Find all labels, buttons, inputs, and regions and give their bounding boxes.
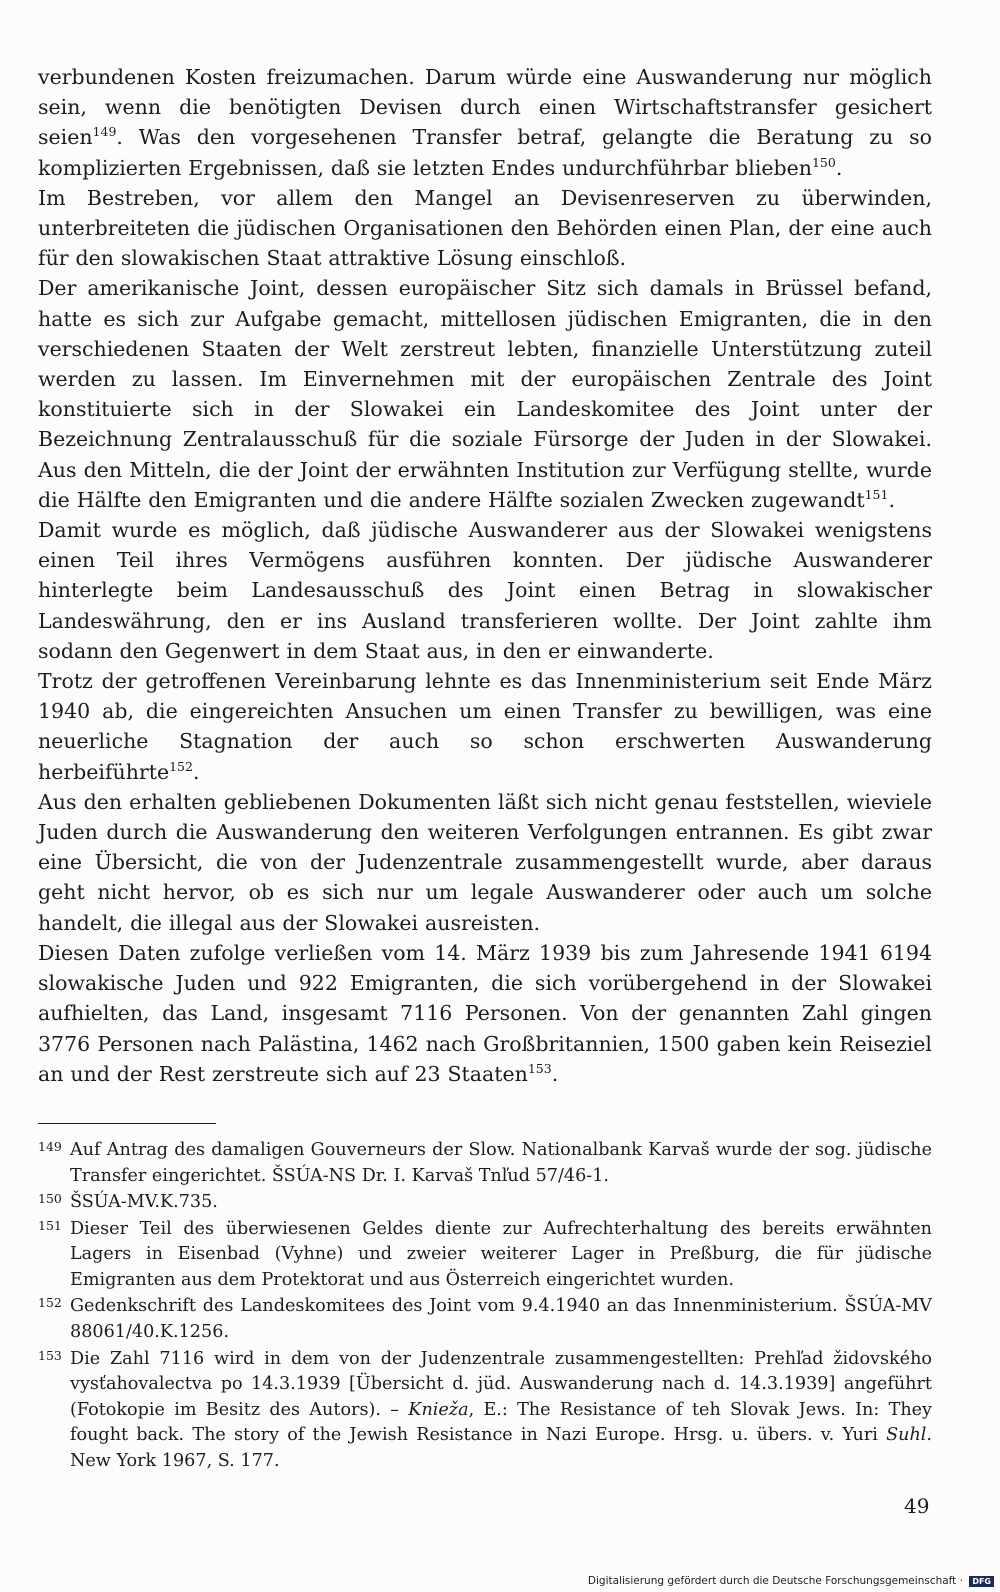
credit-text: Digitalisierung gefördert durch die Deutsche Forschungsgemeinschaft · <box>587 1575 963 1587</box>
text-run: Dieser Teil des überwiesenen Geldes diente zur Aufrechterhaltung des bereits erwähnten Lagers in Eisenbad (Vyhne) und zweier weiterer Lager in Preßburg, die für jüdische Emigranten aus dem Protektorat und aus Österreich eingerichtet wurden. <box>70 1218 932 1290</box>
text-run: Aus den erhalten gebliebenen Dokumenten läßt sich nicht genau feststellen, wieviele Juden durch die Auswanderung den weiteren Verfolgungen entrannen. Es gibt zwar eine Übersicht, die von der Judenzentrale zusammengestellt wurde, aber daraus geht nicht hervor, ob es sich nur um legale Auswanderer oder auch um solche handelt, die illegal aus der Slowakei ausreisten. <box>38 789 932 935</box>
text-run: Der amerikanische Joint, dessen europäischer Sitz sich damals in Brüssel befand, hatte es sich zur Aufgabe gemacht, mittellosen jüdischen Emigranten, die in den verschiedenen Staaten der Welt zerstreut lebten, finanzielle Unterstützung zuteil werden zu lassen. Im Einvernehmen mit der europäischen Zentrale des Joint konstituierte sich in der Slowakei ein Landeskomitee des Joint unter der Bezeichnung Zentralausschuß für die soziale Fürsorge der Juden in der Slowakei. Aus den Mitteln, die der Joint der erwähnten Institution zur Verfügung stellte, wurde die Hälfte den Emigranten und die andere Hälfte sozialen Zwecken zugewandt <box>38 276 932 512</box>
text-run: ŠSÚA-MV.K.735. <box>70 1192 218 1213</box>
text-run: . <box>551 1061 559 1086</box>
footnote-text <box>70 1219 932 1290</box>
italic-text: Suhl. <box>886 1425 932 1446</box>
paragraph <box>38 787 932 938</box>
page-number: 49 <box>904 1494 930 1518</box>
text-run: Diesen Daten zufolge verließen vom 14. März 1939 bis zum Jahresende 1941 6194 slowakische Juden und 922 Emigranten, die sich vorübergehend in der Slowakei aufhielten, das Land, insgesamt 7116 Personen. Von der genannten Zahl gingen 3776 Personen nach Palästina, 1462 nach Großbritannien, 1500 gaben kein Reiseziel an und der Rest zerstreute sich auf 23 Staaten <box>38 940 932 1086</box>
footnotes <box>38 1138 932 1475</box>
footnote <box>38 1294 932 1345</box>
text-run: . <box>192 759 200 784</box>
footnote-text <box>70 1296 932 1342</box>
dfg-logo: DFG <box>969 1576 994 1587</box>
paragraph <box>38 938 932 1089</box>
text-run: New York 1967, S. 177. <box>70 1451 280 1472</box>
footnote-reference: 153 <box>527 1060 552 1076</box>
text-run: Auf Antrag des damaligen Gouverneurs der Slow. Nationalbank Karvaš wurde der sog. jüdische Transfer eingerichtet. ŠSÚA-NS Dr. I. Karvaš Tnľud 57/46-1. <box>70 1139 932 1186</box>
main-text <box>38 62 932 1089</box>
text-run: . Was den vorgesehenen Transfer betraf, gelangte die Beratung zu so komplizierten Ergebnissen, daß sie letzten Endes undurchführbar blieben <box>38 125 932 180</box>
footnote <box>38 1190 932 1216</box>
footnote-reference: 152 <box>169 758 193 774</box>
text-run: . <box>835 155 843 180</box>
paragraph <box>38 666 932 787</box>
paragraph <box>38 62 932 183</box>
footnote-text <box>70 1192 218 1212</box>
footnote-number: 151 <box>38 1217 62 1233</box>
text-run: . <box>888 487 895 512</box>
footnote-reference: 149 <box>92 124 117 140</box>
footnote-rule <box>38 1123 216 1124</box>
text-run: Damit wurde es möglich, daß jüdische Auswanderer aus der Slowakei wenigstens einen Teil ihres Vermögens ausführen konnten. Der jüdische Auswanderer hinterlegte beim Landesausschuß des Joint einen Betrag in slowakischer Landeswährung, den er ins Ausland transferieren wollte. Der Joint zahlte ihm sodann den Gegenwert in dem Staat aus, in den er einwanderte. <box>38 518 932 663</box>
footnote-text <box>70 1349 932 1471</box>
footnote-reference: 150 <box>811 154 836 170</box>
footnote-number: 149 <box>38 1138 62 1154</box>
footnote <box>38 1347 932 1475</box>
paragraph <box>38 515 932 666</box>
text-run: Trotz der getroffenen Vereinbarung lehnte es das Innenministerium seit Ende März 1940 ab, die eingereichten Ansuchen um einen Transfer zu bewilligen, was eine neuerliche Stagnation der auch so schon erschwerten Auswanderung herbeiführte <box>38 669 932 784</box>
paragraph <box>38 183 932 274</box>
text-run: Gedenkschrift des Landeskomitees des Joint vom 9.4.1940 an das Innenministerium. ŠSÚA-MV 88061/40.K.1256. <box>70 1296 932 1343</box>
text-run: Die Zahl 7116 wird in dem von der Judenzentrale zusammengestellten: Prehľad židovského vysťahovalectva po 14.3.1939 [Übersicht d. jüd. Auswanderung nach d. 14.3.1939] angeführt (Fotokopie im Besitz des Autors). – <box>70 1348 932 1420</box>
footnote-number: 150 <box>38 1191 62 1207</box>
text-run: verbundenen Kosten freizumachen. Darum würde eine Auswanderung nur möglich sein, wenn die benötigten Devisen durch einen Wirtschaftstransfer gesichert seien <box>38 65 932 150</box>
digitization-credit <box>588 1575 994 1587</box>
text-run: , E.: The Resistance of teh Slovak Jews. In: They fought back. The story of the Jewish Resistance in Nazi Europe. Hrsg. u. übers. v. Yuri <box>70 1399 932 1446</box>
footnote-number: 152 <box>38 1295 62 1311</box>
footnote-number: 153 <box>38 1347 62 1363</box>
footnote-reference: 151 <box>864 487 889 503</box>
text-run: Im Bestreben, vor allem den Mangel an Devisenreserven zu überwinden, unterbreiteten die jüdischen Organisationen den Behörden einen Plan, der eine auch für den slowakischen Staat attraktive Lösung einschloß. <box>38 185 932 271</box>
page-content <box>38 62 932 1476</box>
footnote-text <box>70 1140 932 1186</box>
italic-text: Knieža <box>408 1399 469 1420</box>
footnote <box>38 1217 932 1294</box>
paragraph <box>38 273 932 515</box>
footnote <box>38 1138 932 1189</box>
